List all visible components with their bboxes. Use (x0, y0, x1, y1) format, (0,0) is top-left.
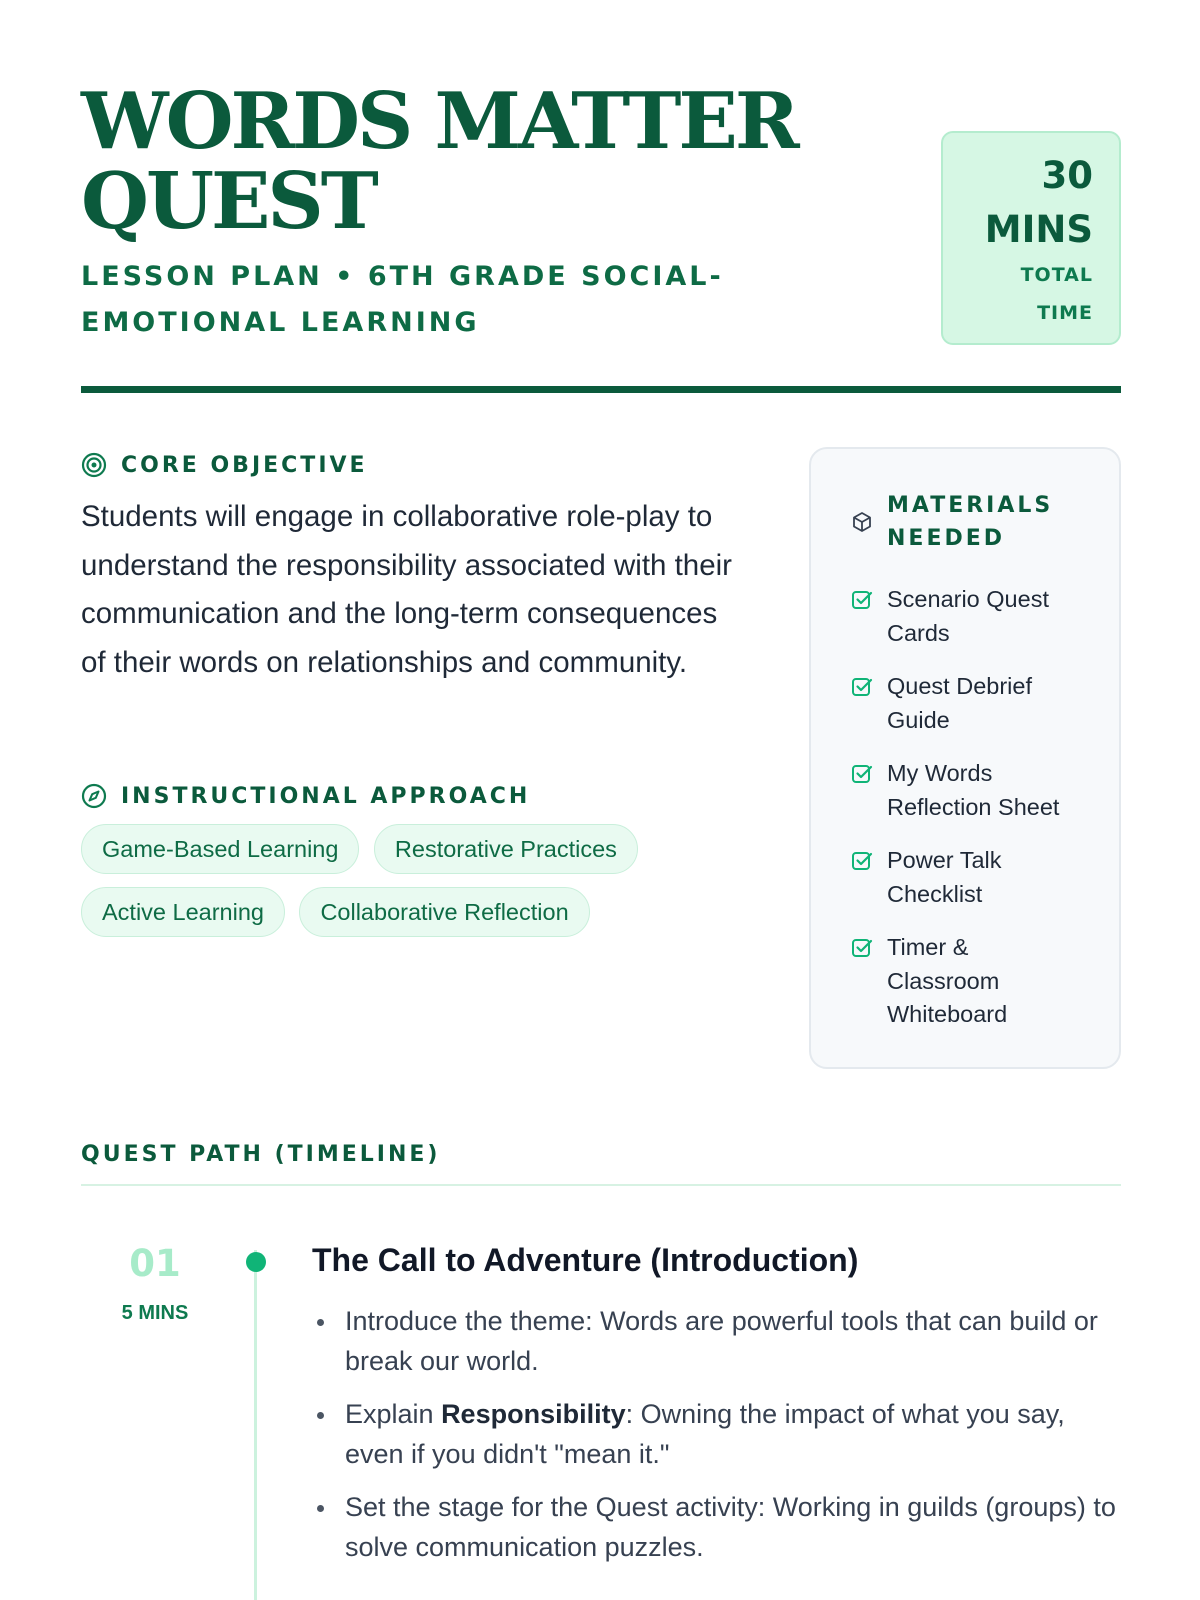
materials-item (851, 844, 1099, 911)
materials-item-label: Timer & Classroom Whiteboard (887, 934, 1008, 1027)
materials-heading-label: MATERIALS NEEDED (887, 493, 1054, 551)
time-value: 30 (1041, 154, 1093, 197)
lesson-plan-page (81, 0, 1121, 1600)
materials-item (851, 757, 1099, 824)
step-bullet (312, 1487, 1122, 1567)
page-subtitle: LESSON PLAN • 6TH GRADE SOCIAL-EMOTIONAL LEARNING (81, 261, 724, 338)
timeline-line (254, 1250, 257, 1600)
timeline-heading: QUEST PATH (TIMELINE) (81, 1142, 441, 1167)
timeline-dot (246, 1252, 266, 1272)
time-unit: MINS (984, 208, 1093, 251)
approach-tag: Collaborative Reflection (299, 887, 589, 937)
step-bullet-text: Explain (345, 1399, 442, 1429)
time-label-time: TIME (1037, 302, 1093, 324)
step-duration: 5 MINS (121, 1302, 189, 1324)
compass-icon (81, 783, 107, 809)
objective-text: Students will engage in collaborative role-play to understand the responsibility associated with their communication and the long-term consequences of their words on relationships and community. (81, 500, 733, 679)
materials-card (809, 447, 1121, 1069)
target-icon (81, 452, 107, 478)
materials-item (851, 931, 1099, 1032)
step-bullet (312, 1394, 1122, 1474)
approach-tag-list (81, 824, 721, 950)
step-bullet-text: Set the stage for the Quest activity: Working in guilds (groups) to solve communication puzzles. (345, 1492, 1116, 1562)
objective-heading (81, 452, 368, 478)
time-label-total: TOTAL (1020, 264, 1093, 286)
box-icon (851, 511, 873, 533)
objective-heading-label: CORE OBJECTIVE (121, 452, 368, 478)
header (81, 76, 1121, 392)
materials-item-label: Scenario Quest Cards (887, 586, 1049, 646)
checkbox-check-icon (851, 850, 873, 872)
page-title: WORDS MATTER QUEST (81, 76, 797, 247)
materials-heading (851, 489, 1099, 555)
step-bullet-bold-term: Responsibility (441, 1399, 626, 1429)
approach-tag: Game-Based Learning (81, 824, 359, 874)
approach-heading (81, 783, 530, 809)
materials-item-label: My Words Reflection Sheet (887, 760, 1060, 820)
header-divider (81, 386, 1121, 393)
step-bullet-text: Introduce the theme: Words are powerful tools that can build or break our world. (345, 1306, 1098, 1376)
step-bullet-list (312, 1301, 1122, 1580)
materials-item-label: Power Talk Checklist (887, 847, 1002, 907)
checkbox-check-icon (851, 676, 873, 698)
checkbox-check-icon (851, 589, 873, 611)
materials-item-label: Quest Debrief Guide (887, 673, 1032, 733)
step-title: The Call to Adventure (Introduction) (312, 1242, 859, 1278)
materials-item (851, 583, 1099, 650)
approach-tag: Active Learning (81, 887, 285, 937)
materials-item (851, 670, 1099, 737)
step-bullet-text: : Owning the impact of what you say, even if you didn't "mean it." (345, 1399, 1065, 1469)
step-number: 01 (129, 1242, 181, 1285)
checkbox-check-icon (851, 763, 873, 785)
step-bullet (312, 1301, 1122, 1381)
total-time-badge (941, 131, 1121, 345)
approach-heading-label: INSTRUCTIONAL APPROACH (121, 783, 531, 809)
approach-tag: Restorative Practices (374, 824, 638, 874)
timeline-divider (81, 1184, 1121, 1186)
checkbox-check-icon (851, 937, 873, 959)
